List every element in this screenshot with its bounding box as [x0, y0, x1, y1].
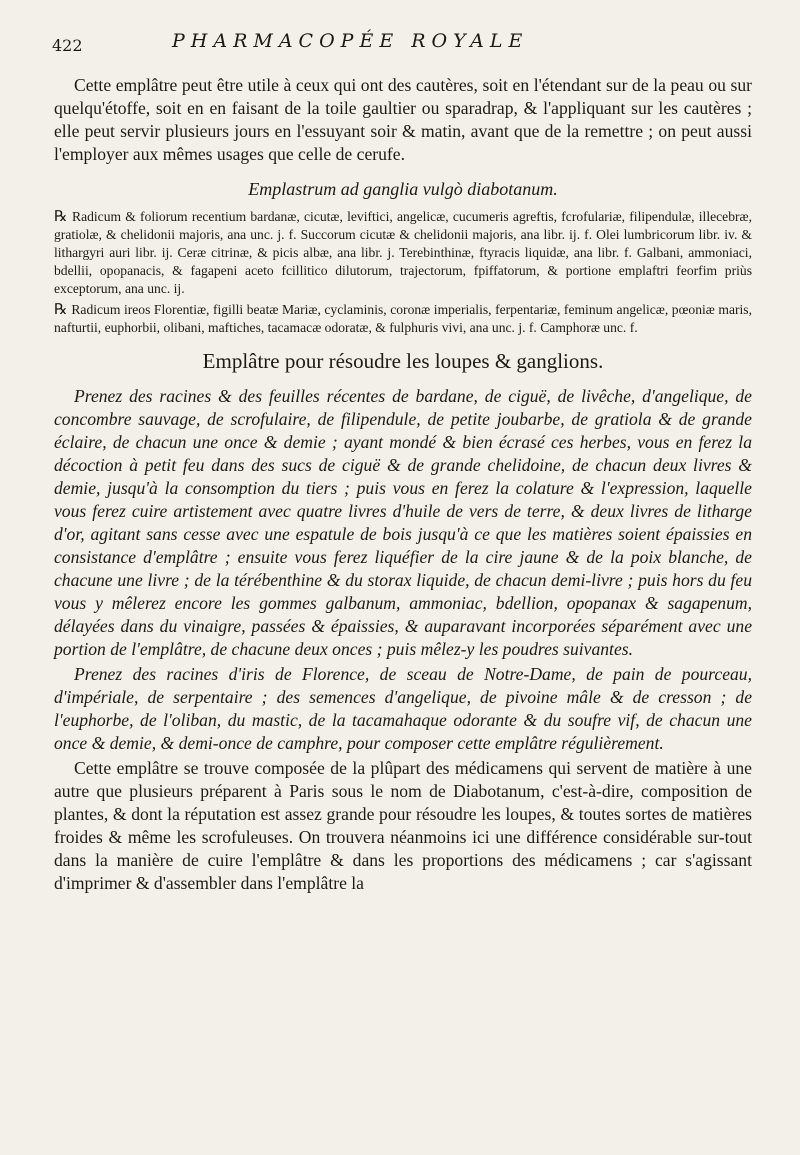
latin-recipe-part-2 [54, 301, 752, 337]
recipe-symbol-icon: ℞ [54, 302, 72, 318]
closing-paragraph: Cette emplâtre se trouve composée de la plûpart des médicamens qui servent de matière à une autre que plusieurs préparent à Paris sous le nom de Diabotanum, c'est-à-dire, composition de plantes, & dont la réputation est assez grande pour résoudre les loupes, & toutes sortes de matières froides & même les scrofuleuses. On trouvera néanmoins ici une différence considérable sur-tout dans la manière de cuire l'emplâtre & dans les proportions des médicamens ; car s'agissant d'imprimer & d'assembler dans l'emplâtre la [54, 758, 752, 893]
latin-recipe-title: Emplastrum ad ganglia vulgò diabotanum. [248, 179, 558, 199]
french-recipe-title: Emplâtre pour résoudre les loupes & ganglions. [202, 349, 604, 373]
intro-paragraph: Cette emplâtre peut être utile à ceux qui ont des cautères, soit en l'étendant sur de la peau ou sur quelqu'étoffe, soit en en faisant de la toile gaultier ou sparadrap, & l'appliquant sur les cautères ; elle peut servir plusieurs jours en l'essuyant soir & matin, avant que de la remettre ; on peut aussi l'employer aux mêmes usages que celle de cerufe. [54, 75, 752, 164]
french-recipe-part-1: Prenez des racines & des feuilles récentes de bardane, de ciguë, de livêche, d'angelique, de concombre sauvage, de scrofulaire, de filipendule, de petite joubarbe, de gratiola & de grande éclaire, de chacun une once & demie ; ayant mondé & bien écrasé ces herbes, vous en ferez la décoction à petit feu dans des sucs de ciguë & de grande chelidoine, de chacun deux livres & demie, jusqu'à la consomption du tiers ; puis vous en ferez la colature & l'expression, laquelle vous ferez cuire artistement avec quatre livres d'huile de vers de terre, & deux livres de litharge d'or, agitant sans cesse avec une espatule de bois jusqu'à ce que les matières soient épaissies en consistance d'emplâtre ; ensuite vous ferez liquéfier de la cire jaune & de la poix blanche, de chacune une livre ; de la térébenthine & du storax liquide, de chacun demi-livre ; puis hors du feu vous y mêlerez encore les gommes galbanum, ammoniac, bdellion, opopanax & sagapenum, délayées dans du vinaigre, passées & épaissies, & auparavant incorporées séparément avec une portion de l'emplâtre, de chacune deux onces ; puis mêlez-y les poudres suivantes. [54, 386, 752, 659]
latin-recipe-part-1 [54, 208, 752, 298]
recipe-symbol-icon: ℞ [54, 209, 72, 225]
running-title: PHARMACOPÉE ROYALE [172, 30, 529, 52]
page-body [54, 74, 752, 895]
latin-recipe-text-1: Radicum & foliorum recentium bardanæ, cicutæ, leviftici, angelicæ, cucumeris agreftis, fcrofulariæ, filipendulæ, illecebræ, gratiolæ, & chelidonii majoris, ana unc. j. f. Succorum cicutæ & chelidonii majoris, ana libr. ij. f. Olei lumbricorum libr. iv. & lithargyri auri libr. ij. Ceræ citrinæ, & picis albæ, ana libr. j. Terebinthinæ, ftyracis liquidæ, ana libr. f. Galbani, ammoniaci, bdellii, opopanacis, & fagapeni aceto fcillitico dilutorum, trajectorum, fpiffatorum, & portione emplaftri feorfim priùs exceptorum, ana unc. ij. [54, 209, 752, 296]
latin-recipe-text-2: Radicum ireos Florentiæ, figilli beatæ Mariæ, cyclaminis, coronæ imperialis, ferpentariæ, feminum angelicæ, pœoniæ maris, nafturtii, euphorbii, olibani, maftiches, tacamacæ odoratæ, & fulphuris vivi, ana unc. j. f. Camphoræ unc. f. [54, 302, 752, 335]
french-recipe-part-2: Prenez des racines d'iris de Florence, de sceau de Notre-Dame, de pain de pourceau, d'impériale, de serpentaire ; des semences d'angelique, de pivoine mâle & de cresson ; de l'euphorbe, de l'oliban, du mastic, de la tacamahaque odorante & du soufre vif, de chacun une once & demie, & demi-once de camphre, pour composer cette emplâtre régulièrement. [54, 664, 752, 753]
page-header [52, 28, 752, 68]
page-number: 422 [52, 36, 83, 55]
